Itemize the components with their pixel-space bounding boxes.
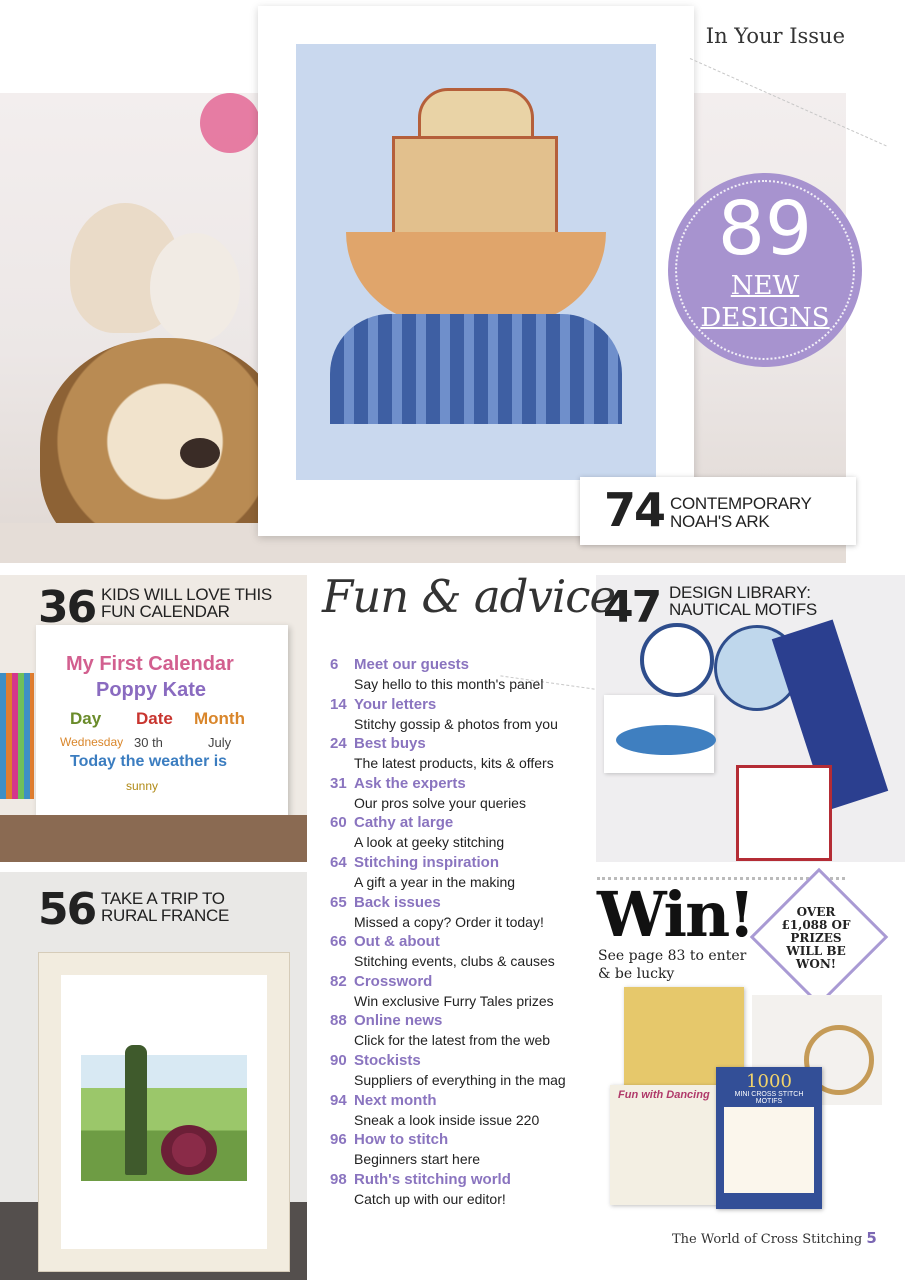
contents-item-description: Say hello to this month's panel: [354, 676, 544, 692]
page-footer: [672, 1229, 877, 1247]
page-number: 5: [866, 1229, 877, 1247]
prize-badge-text: [760, 906, 872, 971]
contents-item-description: Stitching events, clubs & causes: [354, 953, 555, 969]
canvas-month: Month: [194, 709, 245, 728]
france-stitch-design: [61, 975, 267, 1249]
contents-item-title: Ruth's stitching world: [354, 1171, 511, 1188]
prize-book-motifs: [716, 1067, 822, 1209]
contents-item: [330, 655, 592, 694]
contents-item-description: Catch up with our editor!: [354, 1191, 506, 1207]
contents-item-description: Our pros solve your queries: [354, 795, 526, 811]
contents-item: [330, 972, 592, 1011]
book-number: 1000: [746, 1071, 792, 1092]
ark-callout: [580, 477, 856, 545]
badge-line1: NEW: [730, 271, 800, 301]
france-feature-number: 56: [38, 884, 96, 935]
calendar-feature-number: 36: [38, 582, 96, 633]
contents-page-number: 31: [330, 775, 347, 792]
white-bear-photo: [150, 233, 240, 343]
calendar-feature-line2: FUN CALENDAR: [101, 602, 230, 621]
contents-item: [330, 893, 592, 932]
contents-item-title: Best buys: [354, 735, 426, 752]
contents-item: [330, 932, 592, 971]
table-photo: [0, 815, 307, 862]
compass-motif: [640, 623, 714, 697]
contents-item-title: Crossword: [354, 973, 433, 990]
prize-line: £1,088 OF: [781, 918, 851, 932]
ark-feature-line2: NOAH'S ARK: [670, 512, 770, 531]
prize-line: WILL BE: [786, 944, 846, 958]
contents-item-description: A look at geeky stitching: [354, 834, 505, 850]
canvas-weekday: Wednesday: [60, 735, 124, 749]
contents-page-number: 64: [330, 854, 347, 871]
contents-item-description: Beginners start here: [354, 1151, 481, 1167]
contents-item-description: Suppliers of everything in the mag: [354, 1072, 566, 1088]
contents-item-heading: [330, 1091, 592, 1111]
contents-item-title: Meet our guests: [354, 656, 470, 673]
contents-item-title: How to stitch: [354, 1131, 449, 1148]
contents-item: [330, 695, 592, 734]
section-label: In Your Issue: [705, 24, 845, 48]
contents-page-number: 6: [330, 656, 339, 673]
prize-line: OVER: [796, 905, 836, 919]
contents-item-title: Cathy at large: [354, 814, 454, 831]
contents-item-title: Out & about: [354, 933, 440, 950]
contents-item-heading: [330, 932, 592, 952]
contents-item-heading: [330, 1130, 592, 1150]
contents-item: [330, 1130, 592, 1169]
prize-line: WON!: [795, 957, 837, 971]
nautical-feature-number: 47: [603, 582, 661, 633]
magazine-name: The World of Cross Stitching: [672, 1232, 863, 1247]
contents-item: [330, 1091, 592, 1130]
contents-item-heading: [330, 972, 592, 992]
canvas-day: Day: [70, 709, 102, 728]
contents-title: Fun & advice: [322, 570, 616, 623]
contents-item: [330, 1051, 592, 1090]
contents-item-title: Stockists: [354, 1052, 421, 1069]
canvas-sunny: sunny: [126, 779, 159, 793]
prize-line: PRIZES: [790, 931, 842, 945]
contents-item-heading: [330, 853, 592, 873]
canvas-title: My First Calendar: [66, 653, 234, 675]
nautical-feature-line2: NAUTICAL MOTIFS: [669, 600, 817, 619]
lobster-motif: [736, 765, 832, 861]
contents-item-description: Missed a copy? Order it today!: [354, 914, 544, 930]
contents-page-number: 90: [330, 1052, 347, 1069]
flower-decoration: [200, 93, 260, 153]
badge-line2: DESIGNS: [700, 303, 830, 333]
contents-item-title: Next month: [354, 1092, 437, 1109]
calendar-canvas: [36, 625, 288, 821]
wine-bottle: [125, 1045, 147, 1175]
grapes: [161, 1125, 217, 1175]
lion-nose: [180, 438, 220, 468]
books-photo: [0, 673, 34, 799]
contents-item: [330, 1011, 592, 1050]
contents-item: [330, 774, 592, 813]
contents-item-heading: [330, 893, 592, 913]
badge-number: 89: [717, 186, 813, 272]
contents-item-description: The latest products, kits & offers: [354, 755, 554, 771]
ark-feature-number: 74: [604, 483, 665, 537]
contents-item-description: Click for the latest from the web: [354, 1032, 551, 1048]
ark-stitch-design: [296, 44, 656, 480]
calendar-feature-line1: KIDS WILL LOVE THIS: [101, 585, 272, 604]
contents-item-heading: [330, 774, 592, 794]
contents-page-number: 88: [330, 1012, 347, 1029]
contents-item-heading: [330, 1051, 592, 1071]
ark-waves: [330, 314, 622, 424]
contents-item-title: Stitching inspiration: [354, 854, 499, 871]
contents-page-number: 96: [330, 1131, 347, 1148]
contents-item-title: Online news: [354, 1012, 443, 1029]
ark-hull: [346, 232, 606, 324]
contents-item-title: Ask the experts: [354, 775, 466, 792]
contents-item: [330, 853, 592, 892]
nautical-feature-line1: DESIGN LIBRARY:: [669, 583, 811, 602]
contents-item-description: Stitchy gossip & photos from you: [354, 716, 558, 732]
book-title: Fun with Dancing: [618, 1089, 710, 1101]
prizes-photo: [604, 985, 904, 1215]
win-title: Win!: [597, 878, 754, 951]
contents-item-description: Sneak a look inside issue 220: [354, 1112, 540, 1128]
contents-item: [330, 1170, 592, 1209]
canvas-month-name: July: [208, 735, 232, 750]
contents-item-title: Your letters: [354, 696, 437, 713]
ark-frame: [258, 6, 694, 536]
book-cover-motifs: [724, 1107, 814, 1193]
france-feature-line2: RURAL FRANCE: [101, 906, 230, 925]
prize-book-dancing: [610, 1085, 732, 1205]
canvas-day-number: 30 th: [134, 735, 163, 750]
contents-item-heading: [330, 655, 592, 675]
contents-item-heading: [330, 1170, 592, 1190]
contents-page-number: 66: [330, 933, 347, 950]
contents-page-number: 60: [330, 814, 347, 831]
book-title: MINI CROSS STITCH MOTIFS: [734, 1091, 804, 1105]
contents-item: [330, 813, 592, 852]
contents-page-number: 65: [330, 894, 347, 911]
contents-item-title: Back issues: [354, 894, 441, 911]
contents-item-heading: [330, 734, 592, 754]
canvas-weather: Today the weather is: [70, 753, 228, 770]
contents-item-heading: [330, 813, 592, 833]
dolphin-motif: [616, 725, 716, 755]
contents-item-heading: [330, 1011, 592, 1031]
contents-item: [330, 734, 592, 773]
contents-page-number: 82: [330, 973, 347, 990]
contents-item-heading: [330, 695, 592, 715]
ark-cabin: [392, 136, 558, 242]
contents-item-description: Win exclusive Furry Tales prizes: [354, 993, 554, 1009]
win-subtitle: See page 83 to enter & be lucky: [598, 948, 747, 982]
contents-page-number: 94: [330, 1092, 347, 1109]
ark-feature-line1: CONTEMPORARY: [670, 494, 812, 513]
canvas-date: Date: [136, 709, 173, 728]
france-frame: [38, 952, 290, 1272]
contents-item-description: A gift a year in the making: [354, 874, 516, 890]
new-designs-badge: [668, 173, 862, 367]
contents-page-number: 98: [330, 1171, 347, 1188]
contents-page-number: 14: [330, 696, 347, 713]
canvas-name: Poppy Kate: [96, 679, 207, 701]
contents-page-number: 24: [330, 735, 347, 752]
france-feature-line1: TAKE A TRIP TO: [101, 889, 225, 908]
